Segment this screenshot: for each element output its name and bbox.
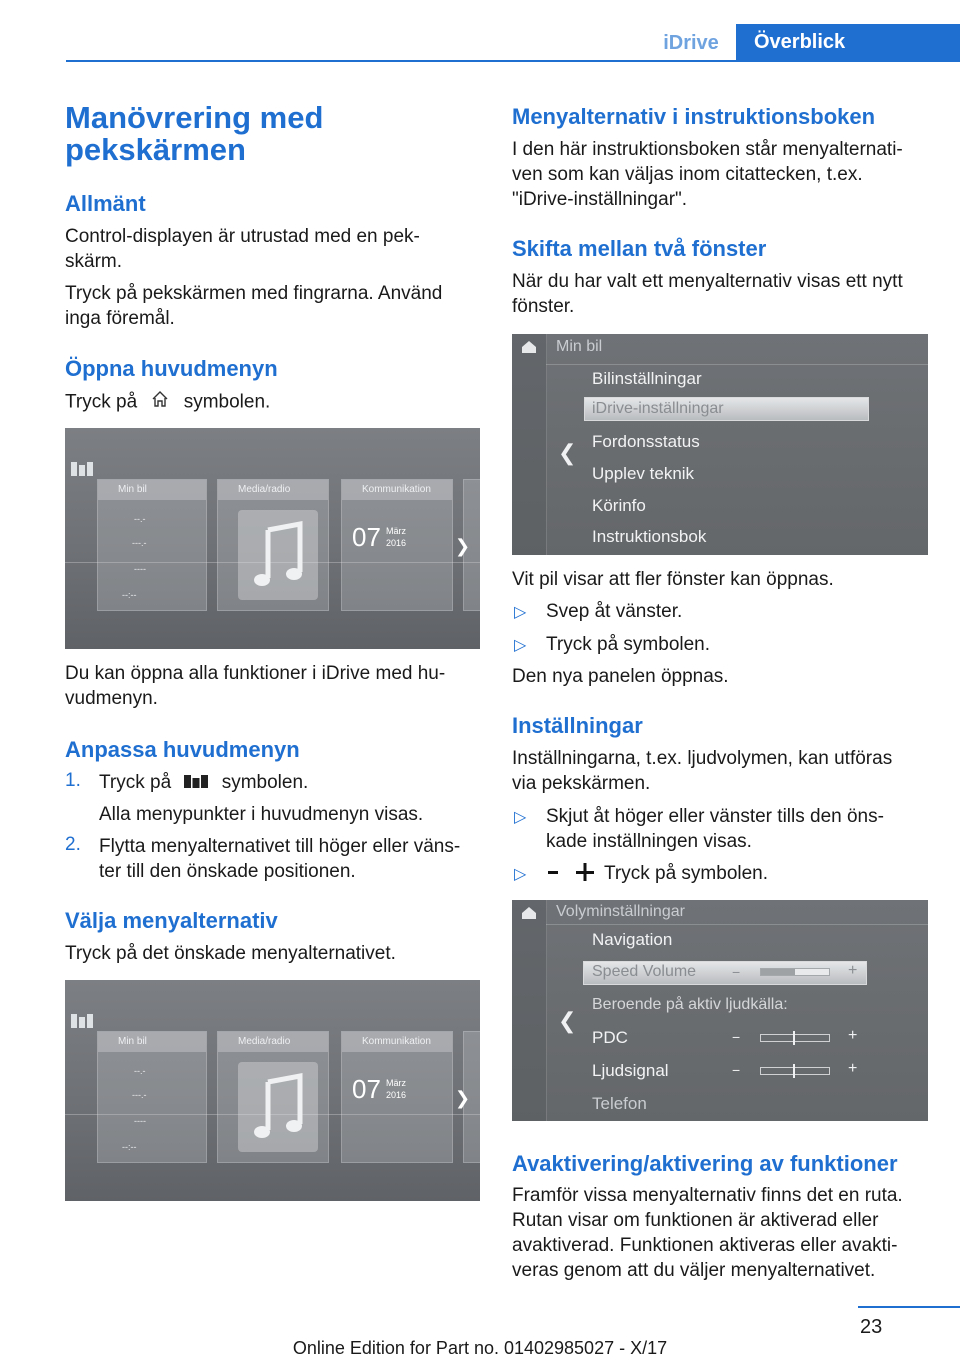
heading-oppna-huvudmenyn: Öppna huvudmenyn: [65, 356, 278, 381]
paragraph-installningar: Inställningarna, t.ex. ljudvolymen, kan utföras via pekskärmen.: [512, 748, 893, 794]
bullet-marker: ▷: [514, 637, 527, 654]
ljudsignal-slider[interactable]: [760, 1067, 830, 1075]
footer-edition: Online Edition for Part no. 01402985027 - X/17: [292, 1338, 668, 1358]
pdc-slider[interactable]: [760, 1034, 830, 1042]
chevron-right-icon: ❯: [455, 1088, 471, 1108]
tile-min-bil: Min bil --.- ---.- ---- --:--: [97, 479, 207, 611]
volume-item-pdc[interactable]: PDC: [592, 1028, 628, 1047]
bullet-tryck: Tryck på symbolen.: [546, 634, 711, 655]
volume-item-telefon[interactable]: Telefon: [592, 1094, 647, 1113]
paragraph-allmant-1: Control-displayen är utrustad med en pek- skärm.: [65, 226, 420, 272]
home-grid-icon: [71, 1014, 93, 1033]
step-1: Tryck på symbolen.: [99, 770, 308, 795]
step-number-2: 2.: [65, 834, 81, 855]
paragraph-oppna: Tryck på symbolen.: [65, 389, 270, 416]
home-menu-screenshot-2: [65, 980, 480, 1201]
paragraph-avaktivering: Framför vissa menyalternativ finns det en ruta. Rutan visar om funktionen är aktiverad eller avaktiverad. Funktionen aktiveras eller avakti- veras genom att du väljer menyalternativet.: [512, 1185, 903, 1281]
heading-valja: Välja menyalternativ: [65, 908, 278, 933]
paragraph-menyalternativ: I den här instruktionsboken står menyalternati- ven som kan väljas inom citattecken, t.ex. "iDrive-inställningar".: [512, 139, 903, 210]
home-menu-screenshot: [65, 428, 480, 649]
paragraph-skifta: När du har valt ett menyalternativ visas ett nytt fönster.: [512, 271, 903, 317]
header-rule: [66, 60, 960, 62]
grid-icon: [184, 770, 208, 795]
paragraph-nya-panel: Den nya panelen öppnas.: [512, 666, 729, 687]
section-tab-overblick: Överblick: [736, 24, 960, 60]
heading-anpassa: Anpassa huvudmenyn: [65, 737, 300, 762]
home-grid-icon: [71, 462, 93, 481]
tile-media-radio: Media/radio: [217, 479, 329, 611]
music-note-icon: [238, 1062, 318, 1157]
heading-avaktivering: Avaktivering/aktivering av funktioner: [512, 1151, 898, 1176]
tile-kommunikation: Kommunikation 07 März 2016: [341, 479, 453, 611]
volume-item-navigation[interactable]: Navigation: [592, 930, 673, 949]
paragraph-vit-pil: Vit pil visar att fler fönster kan öppnas.: [512, 569, 834, 590]
tile-min-bil: Min bil --.- ---.- ---- --:--: [97, 1031, 207, 1163]
bullet-svep: Svep åt vänster.: [546, 601, 683, 622]
volume-item-speed[interactable]: Speed Volume: [592, 963, 697, 980]
bullet-marker: ▷: [514, 866, 527, 883]
menu-item-bilinstallningar[interactable]: Bilinställningar: [592, 369, 702, 388]
chevron-left-icon: ❮: [558, 1008, 577, 1033]
minus-plus-icon: [546, 862, 596, 887]
heading-menyalternativ: Menyalternativ i instruktionsboken: [512, 104, 876, 129]
heading-installningar: Inställningar: [512, 713, 643, 738]
bullet-marker: ▷: [514, 604, 527, 621]
step-number-1: 1.: [65, 770, 81, 791]
menu-item-fordonsstatus[interactable]: Fordonsstatus: [592, 432, 700, 451]
menu-item-idrive-installningar[interactable]: iDrive-inställningar: [592, 400, 724, 417]
paragraph-du-kan: Du kan öppna alla funktioner i iDrive med hu- vudmenyn.: [65, 663, 446, 709]
volume-item-ljudsignal[interactable]: Ljudsignal: [592, 1061, 669, 1080]
bullet-tryck-symbol: Tryck på symbolen.: [604, 863, 769, 884]
step-1-sub: Alla menypunkter i huvudmenyn visas.: [99, 804, 424, 825]
page-title: Manövrering med pekskärmen: [65, 100, 324, 167]
menu-item-upplev-teknik[interactable]: Upplev teknik: [592, 464, 695, 483]
menu-item-korinfo[interactable]: Körinfo: [592, 496, 646, 515]
volume-settings-screenshot: Volyminställningar ❮ Navigation Speed Volume − + Beroende på aktiv ljudkälla: PDC − + Ljudsignal − + Telefon: [512, 900, 928, 1121]
bullet-skjut: Skjut åt höger eller vänster tills den öns- kade inställningen visas.: [546, 806, 884, 852]
footer-rule: [858, 1306, 960, 1308]
music-note-icon: [238, 510, 318, 605]
step-2: Flytta menyalternativet till höger eller väns- ter till den önskade positionen.: [99, 836, 461, 882]
chevron-right-icon: ❯: [455, 536, 471, 556]
menu-title: Min bil: [556, 338, 603, 355]
speed-volume-slider[interactable]: [760, 968, 830, 976]
bullet-marker: ▷: [514, 809, 527, 826]
page-number: 23: [860, 1316, 883, 1338]
home-icon: [521, 340, 537, 359]
min-bil-menu-screenshot: [512, 334, 928, 555]
volume-subheading: Beroende på aktiv ljudkälla:: [592, 996, 788, 1013]
paragraph-allmant-2: Tryck på pekskärmen med fingrarna. Använd inga föremål.: [65, 283, 443, 329]
heading-skifta: Skifta mellan två fönster: [512, 236, 767, 261]
tile-media-radio: Media/radio: [217, 1031, 329, 1163]
home-icon: [150, 389, 170, 416]
volume-title: Volyminställningar: [556, 903, 685, 920]
tile-kommunikation: Kommunikation 07 März 2016: [341, 1031, 453, 1163]
section-tab-idrive: iDrive: [663, 32, 719, 54]
menu-item-instruktionsbok[interactable]: Instruktionsbok: [592, 527, 707, 546]
chevron-left-icon: ❮: [558, 440, 577, 465]
paragraph-valja: Tryck på det önskade menyalternativet.: [65, 943, 396, 964]
home-icon: [521, 906, 537, 925]
heading-allmant: Allmänt: [65, 191, 146, 216]
